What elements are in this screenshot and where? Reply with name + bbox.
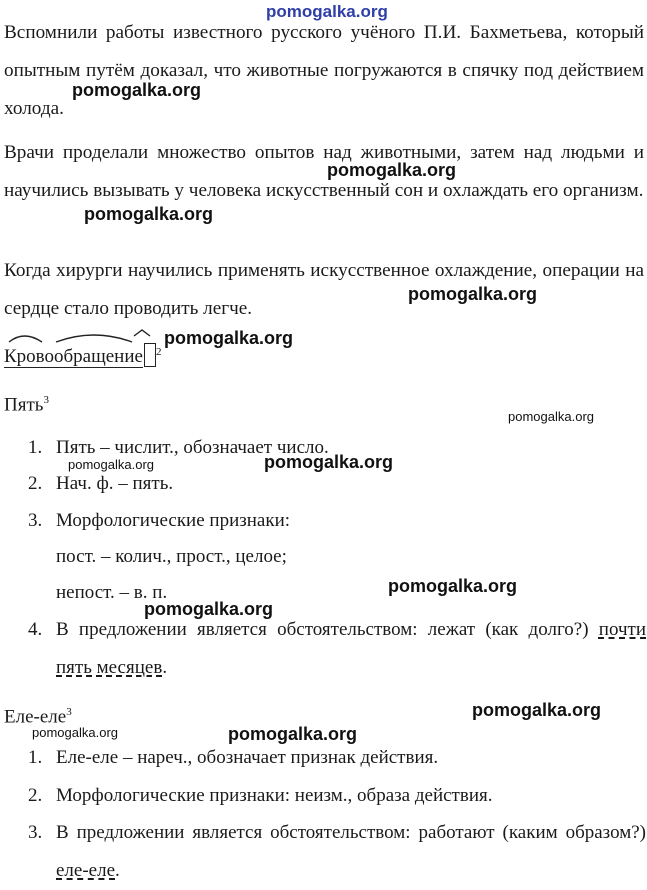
paragraph-1: Вспомнили работы известного русского учёного П.И. Бахметьева, который опытным путём доказал, что животные погружаются в спячку под действием холода.	[4, 22, 644, 119]
underlined-word: еле-еле	[56, 860, 116, 881]
watermark: pomogalka.org	[264, 452, 394, 472]
paragraph-2: Врачи проделали множество опытов над животными, затем над людьми и научились вызывать у человека искусственный сон и охлаждать его организм.	[4, 142, 644, 201]
list-number: 1.	[28, 437, 43, 458]
list-item: Нач. ф. – пять.	[56, 473, 174, 494]
list-number: 1.	[28, 747, 43, 768]
list-item: Морфологические признаки: неизм., образа действия.	[56, 785, 493, 806]
list-number: 3.	[28, 510, 43, 531]
section-title-sup: 3	[66, 706, 72, 718]
section-title	[4, 700, 72, 729]
watermark: pomogalka.org	[508, 409, 594, 424]
watermark: pomogalka.org	[327, 160, 457, 180]
list-item: Пять – числит., обозначает число.	[56, 437, 329, 458]
watermark: pomogalka.org	[84, 204, 214, 224]
list-subline: пост. – колич., прост., целое;	[56, 546, 287, 567]
list-number: 2.	[28, 785, 43, 806]
paragraph-3: Когда хирурги научились применять искусственное охлаждение, операции на сердце стало проводить легче.	[4, 260, 644, 319]
list-number: 2.	[28, 473, 43, 494]
list-item-text: В предложении является обстоятельством: работают (каким	[56, 822, 558, 843]
list-subline: непост. – в. п.	[56, 582, 168, 603]
section-title-text: Пять	[4, 394, 44, 416]
morpheme-marks-icon	[4, 328, 174, 348]
list-item: Еле-еле – нареч., обозначает признак действия.	[56, 747, 439, 768]
watermark: pomogalka.org	[144, 599, 274, 619]
watermark: pomogalka.org	[472, 700, 602, 720]
list-number: 3.	[28, 822, 43, 843]
underlined-phrase: почти пять месяцев	[56, 619, 646, 678]
section-title-sup: 3	[43, 394, 49, 406]
list-item: Морфологические признаки:	[56, 510, 291, 531]
list-item	[56, 611, 646, 687]
list-number: 4.	[28, 619, 43, 640]
watermark: pomogalka.org	[32, 725, 118, 740]
morpheme-sup: 2	[155, 346, 162, 358]
morpheme-word	[4, 340, 161, 369]
watermark: pomogalka.org	[228, 724, 358, 744]
watermark: pomogalka.org	[68, 457, 154, 472]
list-item-end: .	[162, 657, 168, 678]
list-item	[56, 814, 646, 890]
list-item-cont: образом?)	[565, 822, 646, 843]
watermark: pomogalka.org	[388, 576, 518, 596]
section-title-text: Еле-еле	[4, 706, 67, 728]
watermark: pomogalka.org	[72, 80, 202, 100]
watermark: pomogalka.org	[164, 328, 294, 348]
morpheme-word-text: Кровообращение	[4, 346, 143, 368]
list-item-end: .	[115, 860, 120, 881]
list-item-text: В предложении является обстоятельством: лежат (как долго?)	[56, 619, 589, 640]
section-title	[4, 388, 49, 417]
watermark: pomogalka.org	[408, 284, 538, 304]
watermark-top: pomogalka.org	[266, 2, 388, 21]
